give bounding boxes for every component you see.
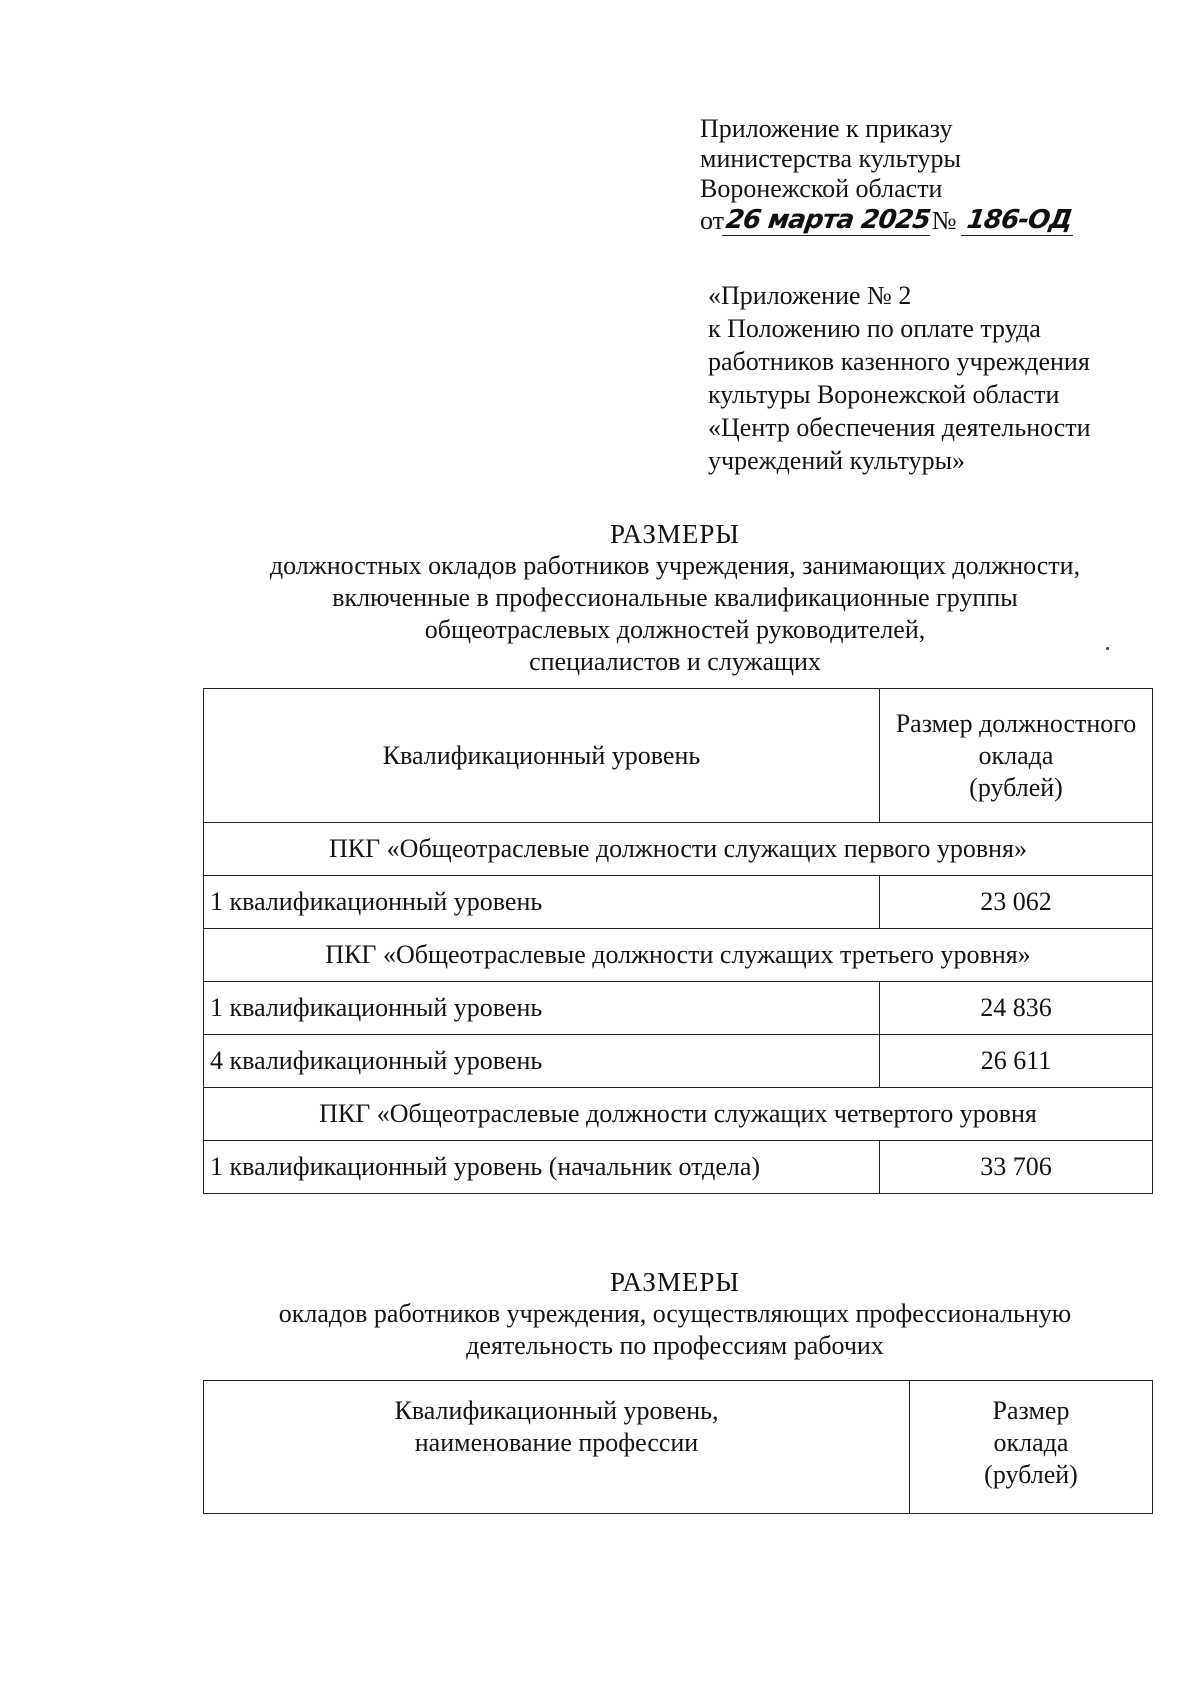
table-header-row	[204, 689, 1153, 823]
salary-table-positions	[203, 688, 1153, 1194]
table-row	[204, 876, 1153, 929]
group-row	[204, 929, 1153, 982]
header-salary-line: оклада	[978, 740, 1054, 770]
level-cell: 4 квалификационный уровень	[204, 1035, 880, 1088]
header-salary-line: (рублей)	[984, 1460, 1078, 1489]
group-title: ПКГ «Общеотраслевые должности служащих четвертого уровня	[204, 1088, 1153, 1141]
table-header-row	[204, 1381, 1153, 1514]
header-level-profession	[204, 1381, 910, 1514]
salary-cell: 33 706	[880, 1141, 1153, 1194]
order-date-number-line	[700, 204, 1075, 236]
section1-subtitle-line: включенные в профессиональные квалификационные группы	[332, 583, 1018, 612]
appendix-line: «Центр обеспечения деятельности	[708, 413, 1091, 442]
appendix-reference	[708, 279, 1091, 477]
level-cell: 1 квалификационный уровень	[204, 982, 880, 1035]
header-salary-line: Размер	[992, 1396, 1070, 1425]
table-row	[204, 982, 1153, 1035]
table-row	[204, 1141, 1153, 1194]
section1-subtitle-line: должностных окладов работников учреждения, занимающих должности,	[269, 551, 1081, 580]
group-title: ПКГ «Общеотраслевые должности служащих третьего уровня»	[204, 929, 1153, 982]
group-title: ПКГ «Общеотраслевые должности служащих первого уровня»	[204, 823, 1153, 876]
appendix-line: «Приложение № 2	[708, 281, 912, 310]
order-reference	[700, 114, 1075, 236]
scan-speck	[1106, 647, 1109, 650]
section1-heading	[200, 518, 1150, 678]
header-salary-line: (рублей)	[969, 772, 1063, 802]
group-row	[204, 823, 1153, 876]
section1-subtitle-line: специалистов и служащих	[529, 647, 821, 676]
header-salary-line: оклада	[993, 1428, 1069, 1457]
salary-cell: 23 062	[880, 876, 1153, 929]
appendix-line: культуры Воронежской области	[708, 380, 1060, 409]
appendix-line: работников казенного учреждения	[708, 347, 1090, 376]
section1-subtitle-line: общеотраслевых должностей руководителей,	[424, 615, 926, 644]
order-line-3: Воронежской области	[700, 174, 943, 203]
group-row	[204, 1088, 1153, 1141]
handwritten-number: 186-ОД	[960, 205, 1077, 236]
order-line-1: Приложение к приказу	[700, 114, 953, 143]
appendix-line: к Положению по оплате труда	[708, 314, 1041, 343]
header-level-line: Квалификационный уровень,	[394, 1396, 719, 1425]
number-prefix: №	[931, 206, 957, 235]
header-salary	[910, 1381, 1153, 1514]
level-cell: 1 квалификационный уровень	[204, 876, 880, 929]
section2-subtitle-line: деятельность по профессиям рабочих	[466, 1331, 884, 1360]
header-level-line: наименование профессии	[414, 1428, 699, 1457]
section1-title: РАЗМЕРЫ	[610, 519, 740, 549]
header-salary-line: Размер должностного	[895, 708, 1137, 738]
handwritten-date: 26 марта 2025	[722, 205, 934, 236]
section2-title: РАЗМЕРЫ	[610, 1267, 740, 1297]
level-cell: 1 квалификационный уровень (начальник отдела)	[204, 1141, 880, 1194]
salary-cell: 26 611	[880, 1035, 1153, 1088]
appendix-line: учреждений культуры»	[708, 446, 966, 475]
section2-heading	[200, 1266, 1150, 1362]
header-level: Квалификационный уровень	[204, 689, 880, 823]
section2-subtitle-line: окладов работников учреждения, осуществляющих профессиональную	[278, 1299, 1072, 1328]
table-row	[204, 1035, 1153, 1088]
order-line-2: министерства культуры	[700, 144, 961, 173]
date-prefix: от	[700, 206, 725, 235]
salary-table-workers	[203, 1380, 1153, 1514]
salary-cell: 24 836	[880, 982, 1153, 1035]
header-salary	[880, 689, 1153, 823]
